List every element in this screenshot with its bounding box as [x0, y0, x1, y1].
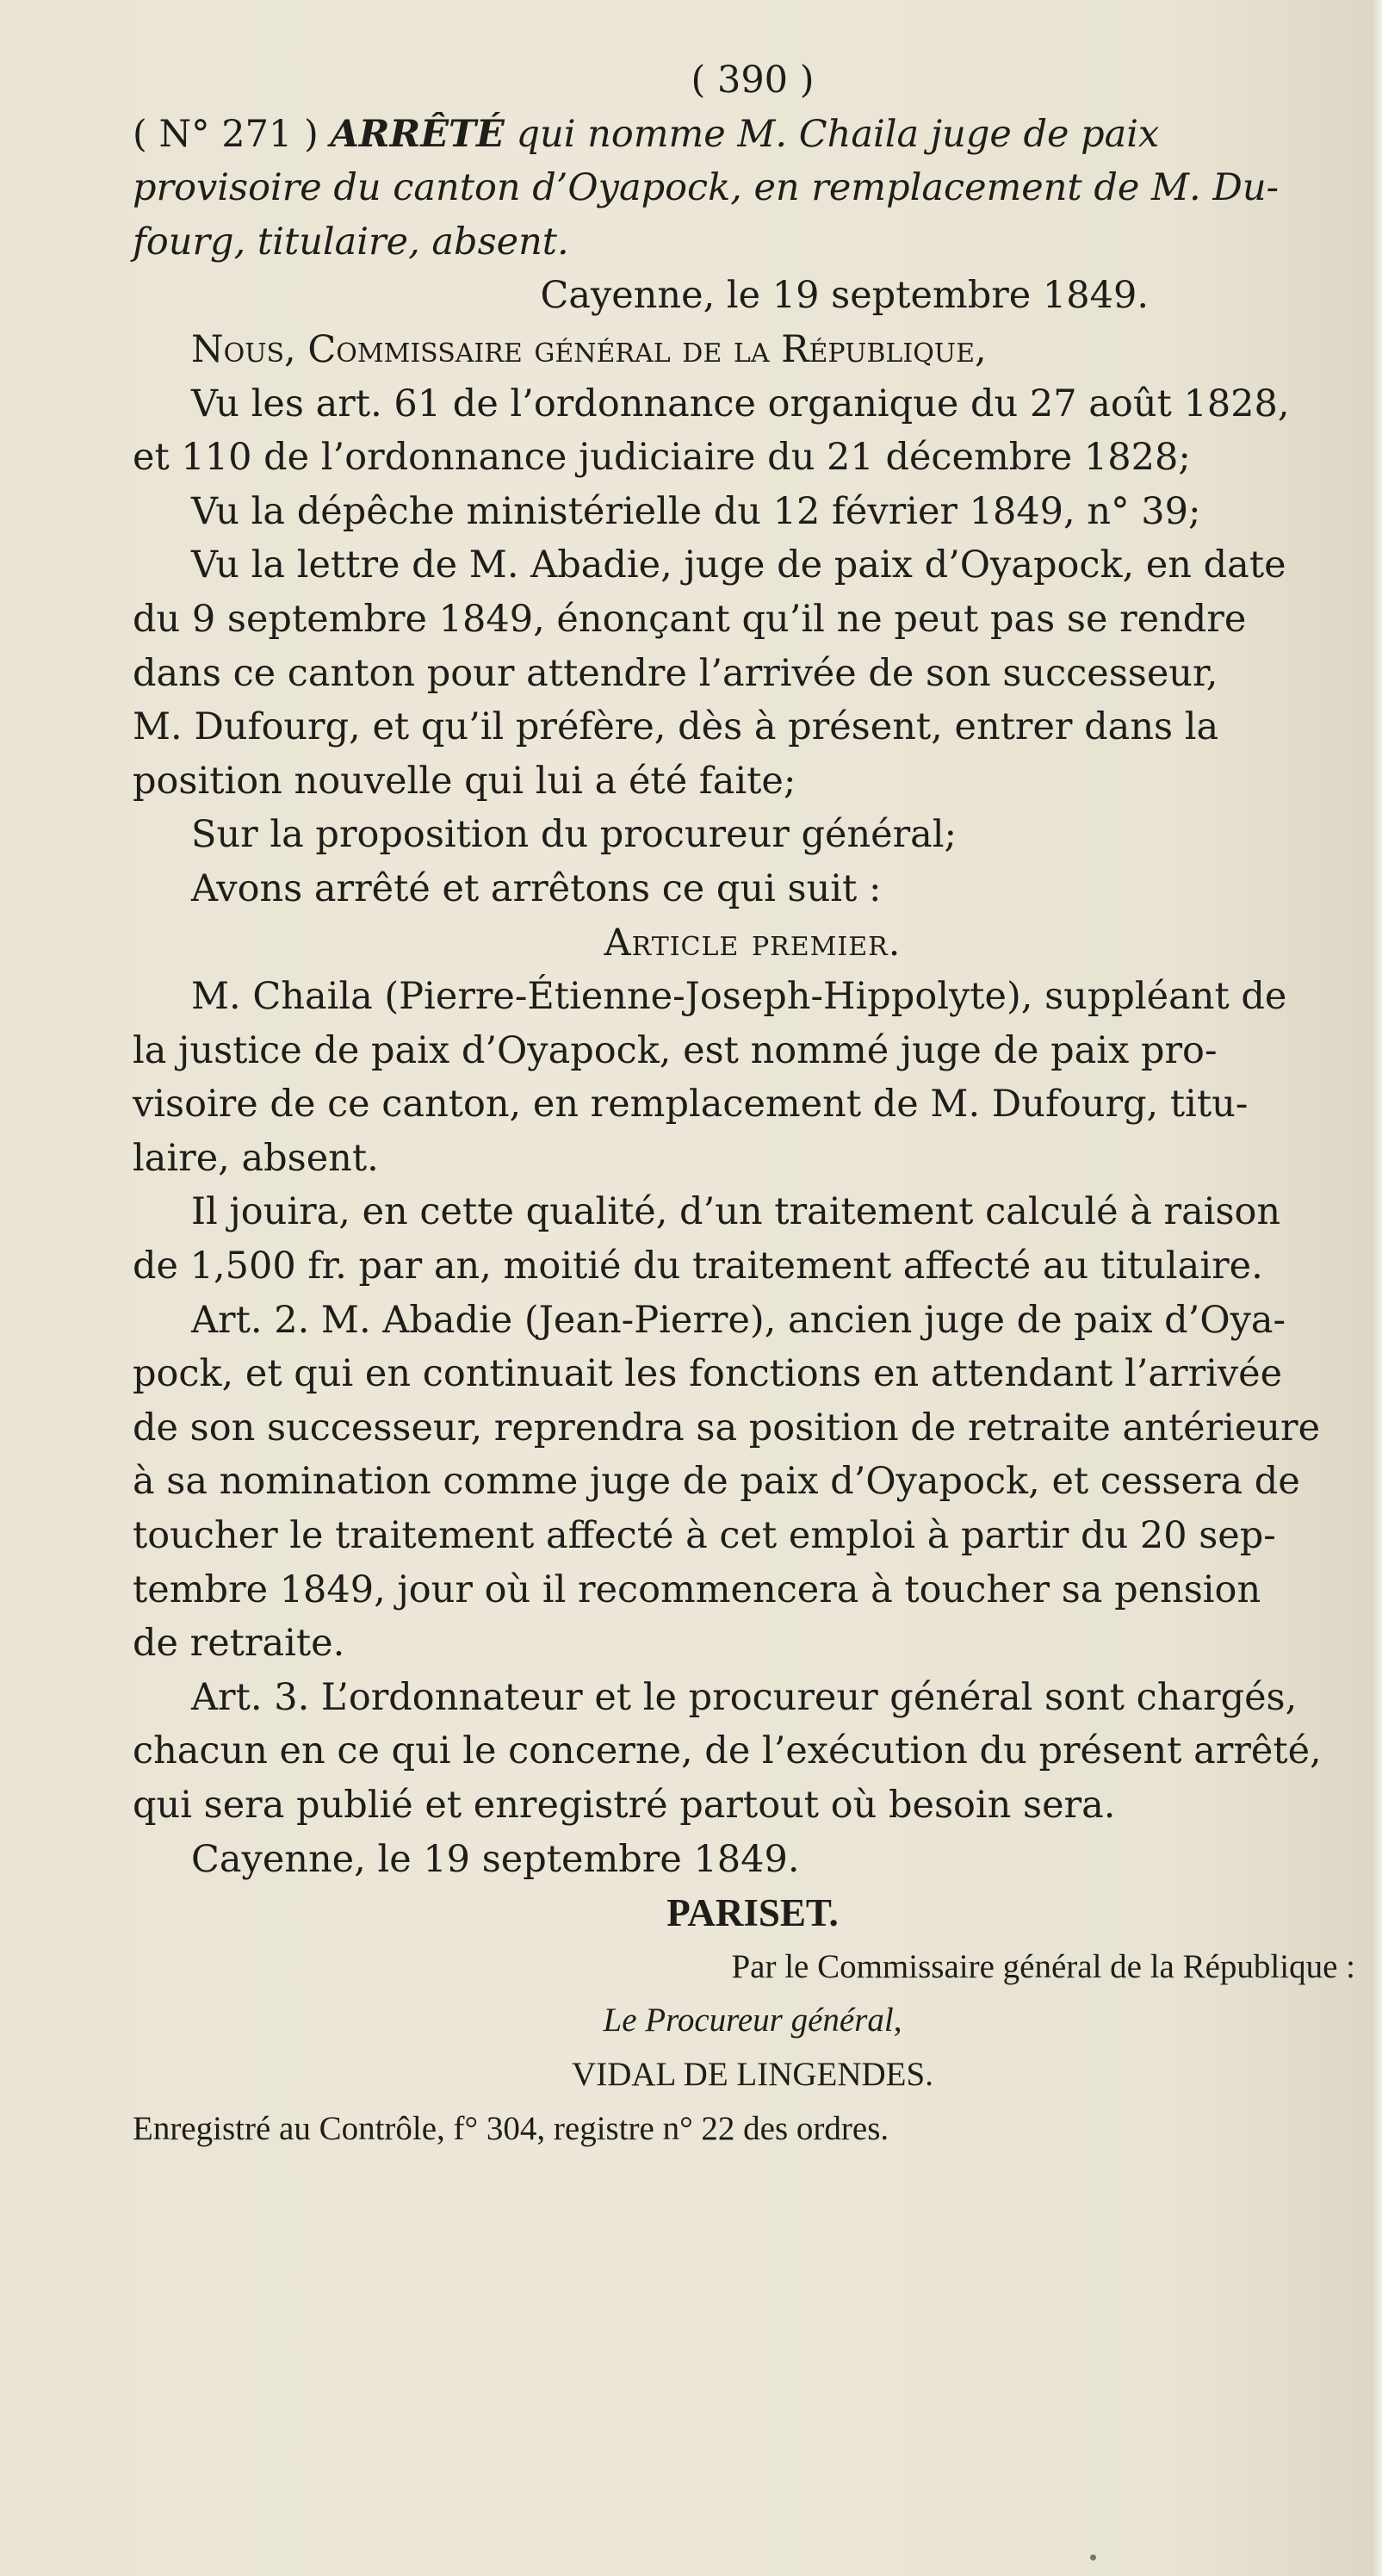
decree-title-rest: qui nomme M. Chaila juge de paix — [516, 112, 1160, 156]
article-3-line: chacun en ce qui le concerne, de l’exécution du présent arrêté, — [133, 1729, 1322, 1773]
signature: PARISET. — [666, 1891, 839, 1935]
date-line: Cayenne, le 19 septembre 1849. — [540, 274, 1149, 318]
article-2-line: tembre 1849, jour où il recommencera à toucher sa pension — [133, 1567, 1261, 1611]
consideration-line: Avons arrêté et arrêtons ce qui suit : — [191, 866, 882, 910]
countersign-name: VIDAL DE LINGENDES. — [572, 2055, 933, 2093]
heading-line-2: provisoire du canton d’Oyapock, en remplacement de M. Du- — [133, 166, 1280, 210]
article-2-line: à sa nomination comme juge de paix d’Oyapock, et cessera de — [133, 1460, 1300, 1504]
consideration-line: Vu les art. 61 de l’ordonnance organique du 27 août 1828, — [191, 382, 1290, 425]
document-text — [133, 53, 1373, 2156]
article-3-line: qui sera publié et enregistré partout où besoin sera. — [133, 1784, 1116, 1827]
article-1-line: la justice de paix d’Oyapock, est nommé juge de paix pro- — [133, 1028, 1218, 1072]
registration-note: Enregistré au Contrôle, f° 304, registre n° 22 des ordres. — [133, 2109, 889, 2147]
heading-line-3: fourg, titulaire, absent. — [133, 220, 569, 264]
article-2-line: toucher le traitement affecté à cet emploi à partir du 20 sep- — [133, 1514, 1276, 1558]
consideration-line: dans ce canton pour attendre l’arrivée de son successeur, — [133, 651, 1218, 695]
page-number: ( 390 ) — [691, 59, 815, 102]
consideration-line: Vu la lettre de M. Abadie, juge de paix d’Oyapock, en date — [191, 543, 1286, 587]
consideration-line: position nouvelle qui lui a été faite; — [133, 759, 796, 803]
heading-line-1 — [133, 108, 1373, 162]
closing-date: Cayenne, le 19 septembre 1849. — [191, 1837, 800, 1881]
consideration-line: M. Dufourg, et qu’il préfère, dès à présent, entrer dans la — [133, 705, 1219, 749]
article-2-line: pock, et qui en continuait les fonctions en attendant l’arrivée — [133, 1352, 1283, 1396]
intro-line: Nous, Commissaire général de la République, — [191, 327, 987, 371]
consideration-line: Vu la dépêche ministérielle du 12 février 1849, n° 39; — [191, 489, 1201, 533]
ink-spot — [1090, 2554, 1096, 2560]
countersign-title: Le Procureur général, — [603, 2002, 902, 2039]
decree-number: ( N° 271 ) — [133, 112, 319, 156]
consideration-line: et 110 de l’ordonnance judiciaire du 21 décembre 1828; — [133, 436, 1191, 480]
article-2-line: de retraite. — [133, 1622, 345, 1666]
decree-title: ARRÊTÉ — [330, 112, 505, 156]
article-2-line: de son successeur, reprendra sa position de retraite antérieure — [133, 1406, 1321, 1449]
article-1-line: Il jouira, en cette qualité, d’un traitement calculé à raison — [191, 1190, 1281, 1234]
article-title: Article premier. — [604, 921, 902, 965]
article-1-line: de 1,500 fr. par an, moitié du traitement affecté au titulaire. — [133, 1245, 1263, 1288]
consideration-line: Sur la proposition du procureur général; — [191, 813, 957, 857]
countersign-intro: Par le Commissaire général de la République : — [731, 1947, 1355, 1985]
consideration-line: du 9 septembre 1849, énonçant qu’il ne peut pas se rendre — [133, 597, 1247, 641]
article-1-line: visoire de ce canton, en remplacement de M. Dufourg, titu- — [133, 1083, 1249, 1127]
article-1-line: M. Chaila (Pierre-Étienne-Joseph-Hippolyte), suppléant de — [191, 975, 1287, 1019]
article-2-line: Art. 2. M. Abadie (Jean-Pierre), ancien juge de paix d’Oya- — [191, 1298, 1286, 1342]
article-1-line: laire, absent. — [133, 1136, 379, 1180]
article-3-line: Art. 3. L’ordonnateur et le procureur général sont chargés, — [191, 1675, 1298, 1719]
